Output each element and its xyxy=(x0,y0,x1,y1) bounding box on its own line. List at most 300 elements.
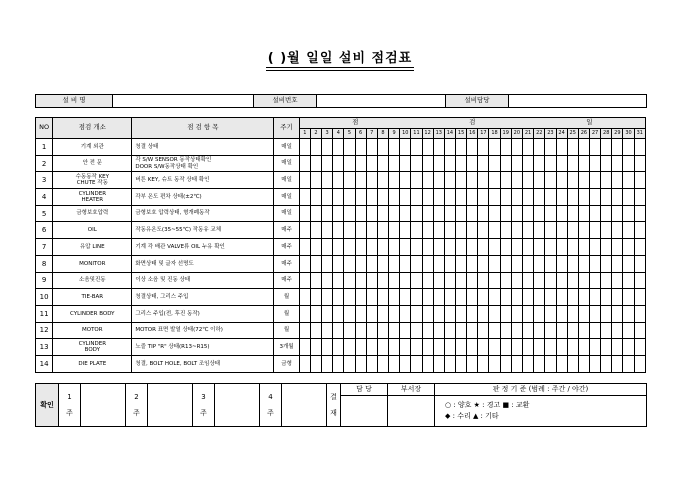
check-cell-day-8[interactable] xyxy=(377,155,388,172)
check-cell-day-20[interactable] xyxy=(511,255,522,272)
check-cell-day-16[interactable] xyxy=(467,339,478,356)
check-cell-day-20[interactable] xyxy=(511,172,522,189)
check-cell-day-9[interactable] xyxy=(389,305,400,322)
check-cell-day-14[interactable] xyxy=(444,239,455,256)
check-cell-day-4[interactable] xyxy=(333,139,344,156)
check-cell-day-2[interactable] xyxy=(310,239,321,256)
check-cell-day-24[interactable] xyxy=(556,222,567,239)
check-cell-day-6[interactable] xyxy=(355,355,366,372)
check-cell-day-17[interactable] xyxy=(478,139,489,156)
check-cell-day-27[interactable] xyxy=(589,189,600,206)
check-cell-day-25[interactable] xyxy=(567,289,578,306)
check-cell-day-5[interactable] xyxy=(344,222,355,239)
check-cell-day-4[interactable] xyxy=(333,189,344,206)
check-cell-day-29[interactable] xyxy=(612,322,623,339)
check-cell-day-25[interactable] xyxy=(567,339,578,356)
check-cell-day-9[interactable] xyxy=(389,239,400,256)
check-cell-day-1[interactable] xyxy=(299,205,310,222)
check-cell-day-7[interactable] xyxy=(366,222,377,239)
check-cell-day-23[interactable] xyxy=(545,339,556,356)
check-cell-day-23[interactable] xyxy=(545,322,556,339)
check-cell-day-18[interactable] xyxy=(489,172,500,189)
check-cell-day-1[interactable] xyxy=(299,255,310,272)
check-cell-day-13[interactable] xyxy=(433,339,444,356)
check-cell-day-27[interactable] xyxy=(589,205,600,222)
check-cell-day-25[interactable] xyxy=(567,305,578,322)
check-cell-day-3[interactable] xyxy=(322,289,333,306)
check-cell-day-12[interactable] xyxy=(422,205,433,222)
check-cell-day-21[interactable] xyxy=(522,139,533,156)
check-cell-day-15[interactable] xyxy=(456,255,467,272)
check-cell-day-9[interactable] xyxy=(389,289,400,306)
check-cell-day-19[interactable] xyxy=(500,355,511,372)
check-cell-day-26[interactable] xyxy=(578,289,589,306)
check-cell-day-10[interactable] xyxy=(400,322,411,339)
check-cell-day-21[interactable] xyxy=(522,189,533,206)
check-cell-day-13[interactable] xyxy=(433,272,444,289)
check-cell-day-12[interactable] xyxy=(422,172,433,189)
check-cell-day-30[interactable] xyxy=(623,322,634,339)
check-cell-day-16[interactable] xyxy=(467,155,478,172)
check-cell-day-9[interactable] xyxy=(389,339,400,356)
check-cell-day-22[interactable] xyxy=(534,255,545,272)
check-cell-day-25[interactable] xyxy=(567,139,578,156)
check-cell-day-19[interactable] xyxy=(500,322,511,339)
check-cell-day-12[interactable] xyxy=(422,255,433,272)
check-cell-day-4[interactable] xyxy=(333,305,344,322)
check-cell-day-26[interactable] xyxy=(578,272,589,289)
check-cell-day-7[interactable] xyxy=(366,322,377,339)
check-cell-day-2[interactable] xyxy=(310,222,321,239)
check-cell-day-6[interactable] xyxy=(355,172,366,189)
check-cell-day-18[interactable] xyxy=(489,355,500,372)
check-cell-day-11[interactable] xyxy=(411,155,422,172)
week-4-signature[interactable] xyxy=(282,384,327,427)
check-cell-day-1[interactable] xyxy=(299,155,310,172)
check-cell-day-27[interactable] xyxy=(589,172,600,189)
check-cell-day-10[interactable] xyxy=(400,239,411,256)
check-cell-day-31[interactable] xyxy=(634,255,645,272)
check-cell-day-12[interactable] xyxy=(422,289,433,306)
check-cell-day-13[interactable] xyxy=(433,189,444,206)
check-cell-day-7[interactable] xyxy=(366,339,377,356)
check-cell-day-12[interactable] xyxy=(422,322,433,339)
check-cell-day-25[interactable] xyxy=(567,322,578,339)
check-cell-day-5[interactable] xyxy=(344,139,355,156)
check-cell-day-13[interactable] xyxy=(433,289,444,306)
check-cell-day-14[interactable] xyxy=(444,205,455,222)
check-cell-day-7[interactable] xyxy=(366,205,377,222)
check-cell-day-12[interactable] xyxy=(422,272,433,289)
check-cell-day-26[interactable] xyxy=(578,139,589,156)
check-cell-day-7[interactable] xyxy=(366,155,377,172)
check-cell-day-17[interactable] xyxy=(478,272,489,289)
check-cell-day-21[interactable] xyxy=(522,239,533,256)
check-cell-day-23[interactable] xyxy=(545,289,556,306)
check-cell-day-10[interactable] xyxy=(400,305,411,322)
check-cell-day-28[interactable] xyxy=(601,239,612,256)
check-cell-day-9[interactable] xyxy=(389,322,400,339)
check-cell-day-16[interactable] xyxy=(467,305,478,322)
week-2-signature[interactable] xyxy=(148,384,193,427)
check-cell-day-22[interactable] xyxy=(534,172,545,189)
check-cell-day-23[interactable] xyxy=(545,239,556,256)
check-cell-day-18[interactable] xyxy=(489,155,500,172)
check-cell-day-18[interactable] xyxy=(489,289,500,306)
check-cell-day-4[interactable] xyxy=(333,172,344,189)
check-cell-day-5[interactable] xyxy=(344,172,355,189)
check-cell-day-6[interactable] xyxy=(355,322,366,339)
check-cell-day-21[interactable] xyxy=(522,272,533,289)
check-cell-day-26[interactable] xyxy=(578,322,589,339)
check-cell-day-28[interactable] xyxy=(601,305,612,322)
check-cell-day-11[interactable] xyxy=(411,322,422,339)
check-cell-day-10[interactable] xyxy=(400,139,411,156)
check-cell-day-4[interactable] xyxy=(333,239,344,256)
check-cell-day-11[interactable] xyxy=(411,239,422,256)
check-cell-day-9[interactable] xyxy=(389,189,400,206)
check-cell-day-16[interactable] xyxy=(467,255,478,272)
check-cell-day-17[interactable] xyxy=(478,222,489,239)
check-cell-day-8[interactable] xyxy=(377,322,388,339)
check-cell-day-2[interactable] xyxy=(310,339,321,356)
check-cell-day-25[interactable] xyxy=(567,222,578,239)
check-cell-day-2[interactable] xyxy=(310,205,321,222)
check-cell-day-24[interactable] xyxy=(556,272,567,289)
check-cell-day-17[interactable] xyxy=(478,355,489,372)
check-cell-day-9[interactable] xyxy=(389,222,400,239)
check-cell-day-5[interactable] xyxy=(344,339,355,356)
check-cell-day-10[interactable] xyxy=(400,355,411,372)
check-cell-day-31[interactable] xyxy=(634,139,645,156)
check-cell-day-1[interactable] xyxy=(299,289,310,306)
check-cell-day-5[interactable] xyxy=(344,189,355,206)
check-cell-day-18[interactable] xyxy=(489,272,500,289)
check-cell-day-5[interactable] xyxy=(344,289,355,306)
check-cell-day-18[interactable] xyxy=(489,139,500,156)
check-cell-day-29[interactable] xyxy=(612,239,623,256)
check-cell-day-3[interactable] xyxy=(322,272,333,289)
check-cell-day-11[interactable] xyxy=(411,189,422,206)
check-cell-day-17[interactable] xyxy=(478,205,489,222)
check-cell-day-16[interactable] xyxy=(467,272,478,289)
check-cell-day-27[interactable] xyxy=(589,322,600,339)
check-cell-day-28[interactable] xyxy=(601,222,612,239)
check-cell-day-25[interactable] xyxy=(567,272,578,289)
check-cell-day-4[interactable] xyxy=(333,205,344,222)
check-cell-day-14[interactable] xyxy=(444,272,455,289)
check-cell-day-21[interactable] xyxy=(522,172,533,189)
check-cell-day-27[interactable] xyxy=(589,155,600,172)
check-cell-day-28[interactable] xyxy=(601,289,612,306)
check-cell-day-13[interactable] xyxy=(433,322,444,339)
check-cell-day-28[interactable] xyxy=(601,189,612,206)
check-cell-day-28[interactable] xyxy=(601,139,612,156)
check-cell-day-6[interactable] xyxy=(355,189,366,206)
check-cell-day-4[interactable] xyxy=(333,355,344,372)
check-cell-day-17[interactable] xyxy=(478,305,489,322)
check-cell-day-4[interactable] xyxy=(333,272,344,289)
check-cell-day-15[interactable] xyxy=(456,155,467,172)
check-cell-day-26[interactable] xyxy=(578,189,589,206)
check-cell-day-19[interactable] xyxy=(500,189,511,206)
check-cell-day-19[interactable] xyxy=(500,222,511,239)
check-cell-day-29[interactable] xyxy=(612,305,623,322)
check-cell-day-6[interactable] xyxy=(355,155,366,172)
check-cell-day-26[interactable] xyxy=(578,339,589,356)
check-cell-day-18[interactable] xyxy=(489,255,500,272)
check-cell-day-21[interactable] xyxy=(522,355,533,372)
check-cell-day-10[interactable] xyxy=(400,189,411,206)
check-cell-day-26[interactable] xyxy=(578,239,589,256)
check-cell-day-25[interactable] xyxy=(567,239,578,256)
equipment-manager-field[interactable] xyxy=(509,95,647,108)
check-cell-day-3[interactable] xyxy=(322,205,333,222)
check-cell-day-30[interactable] xyxy=(623,155,634,172)
check-cell-day-9[interactable] xyxy=(389,172,400,189)
check-cell-day-3[interactable] xyxy=(322,305,333,322)
check-cell-day-8[interactable] xyxy=(377,172,388,189)
check-cell-day-31[interactable] xyxy=(634,322,645,339)
check-cell-day-20[interactable] xyxy=(511,272,522,289)
check-cell-day-14[interactable] xyxy=(444,322,455,339)
check-cell-day-11[interactable] xyxy=(411,172,422,189)
check-cell-day-12[interactable] xyxy=(422,239,433,256)
check-cell-day-21[interactable] xyxy=(522,255,533,272)
check-cell-day-30[interactable] xyxy=(623,172,634,189)
check-cell-day-24[interactable] xyxy=(556,355,567,372)
check-cell-day-14[interactable] xyxy=(444,289,455,306)
check-cell-day-23[interactable] xyxy=(545,305,556,322)
check-cell-day-22[interactable] xyxy=(534,222,545,239)
check-cell-day-1[interactable] xyxy=(299,339,310,356)
check-cell-day-22[interactable] xyxy=(534,355,545,372)
equipment-name-field[interactable] xyxy=(113,95,254,108)
check-cell-day-7[interactable] xyxy=(366,139,377,156)
check-cell-day-16[interactable] xyxy=(467,205,478,222)
check-cell-day-6[interactable] xyxy=(355,205,366,222)
check-cell-day-11[interactable] xyxy=(411,205,422,222)
check-cell-day-16[interactable] xyxy=(467,189,478,206)
check-cell-day-20[interactable] xyxy=(511,155,522,172)
check-cell-day-15[interactable] xyxy=(456,205,467,222)
check-cell-day-19[interactable] xyxy=(500,155,511,172)
check-cell-day-8[interactable] xyxy=(377,355,388,372)
check-cell-day-23[interactable] xyxy=(545,139,556,156)
check-cell-day-3[interactable] xyxy=(322,189,333,206)
check-cell-day-13[interactable] xyxy=(433,305,444,322)
check-cell-day-15[interactable] xyxy=(456,189,467,206)
check-cell-day-27[interactable] xyxy=(589,139,600,156)
check-cell-day-19[interactable] xyxy=(500,255,511,272)
week-1-signature[interactable] xyxy=(81,384,126,427)
check-cell-day-8[interactable] xyxy=(377,189,388,206)
check-cell-day-8[interactable] xyxy=(377,139,388,156)
check-cell-day-15[interactable] xyxy=(456,355,467,372)
check-cell-day-24[interactable] xyxy=(556,189,567,206)
check-cell-day-25[interactable] xyxy=(567,355,578,372)
check-cell-day-9[interactable] xyxy=(389,255,400,272)
check-cell-day-9[interactable] xyxy=(389,139,400,156)
check-cell-day-3[interactable] xyxy=(322,339,333,356)
check-cell-day-28[interactable] xyxy=(601,255,612,272)
check-cell-day-22[interactable] xyxy=(534,155,545,172)
check-cell-day-21[interactable] xyxy=(522,205,533,222)
check-cell-day-2[interactable] xyxy=(310,305,321,322)
check-cell-day-2[interactable] xyxy=(310,139,321,156)
check-cell-day-30[interactable] xyxy=(623,139,634,156)
check-cell-day-17[interactable] xyxy=(478,289,489,306)
check-cell-day-14[interactable] xyxy=(444,255,455,272)
check-cell-day-3[interactable] xyxy=(322,355,333,372)
check-cell-day-7[interactable] xyxy=(366,272,377,289)
check-cell-day-17[interactable] xyxy=(478,239,489,256)
check-cell-day-12[interactable] xyxy=(422,139,433,156)
check-cell-day-30[interactable] xyxy=(623,255,634,272)
check-cell-day-16[interactable] xyxy=(467,289,478,306)
check-cell-day-28[interactable] xyxy=(601,272,612,289)
check-cell-day-5[interactable] xyxy=(344,239,355,256)
check-cell-day-31[interactable] xyxy=(634,239,645,256)
check-cell-day-21[interactable] xyxy=(522,222,533,239)
check-cell-day-21[interactable] xyxy=(522,339,533,356)
check-cell-day-10[interactable] xyxy=(400,205,411,222)
check-cell-day-30[interactable] xyxy=(623,189,634,206)
check-cell-day-13[interactable] xyxy=(433,255,444,272)
check-cell-day-29[interactable] xyxy=(612,289,623,306)
check-cell-day-18[interactable] xyxy=(489,222,500,239)
check-cell-day-7[interactable] xyxy=(366,305,377,322)
check-cell-day-24[interactable] xyxy=(556,172,567,189)
check-cell-day-26[interactable] xyxy=(578,255,589,272)
check-cell-day-30[interactable] xyxy=(623,205,634,222)
check-cell-day-20[interactable] xyxy=(511,205,522,222)
check-cell-day-30[interactable] xyxy=(623,222,634,239)
check-cell-day-27[interactable] xyxy=(589,239,600,256)
check-cell-day-2[interactable] xyxy=(310,189,321,206)
check-cell-day-18[interactable] xyxy=(489,205,500,222)
check-cell-day-2[interactable] xyxy=(310,289,321,306)
check-cell-day-9[interactable] xyxy=(389,272,400,289)
check-cell-day-13[interactable] xyxy=(433,355,444,372)
check-cell-day-23[interactable] xyxy=(545,205,556,222)
check-cell-day-4[interactable] xyxy=(333,289,344,306)
check-cell-day-12[interactable] xyxy=(422,222,433,239)
check-cell-day-20[interactable] xyxy=(511,305,522,322)
check-cell-day-25[interactable] xyxy=(567,255,578,272)
check-cell-day-28[interactable] xyxy=(601,155,612,172)
check-cell-day-19[interactable] xyxy=(500,139,511,156)
check-cell-day-11[interactable] xyxy=(411,355,422,372)
check-cell-day-20[interactable] xyxy=(511,355,522,372)
check-cell-day-16[interactable] xyxy=(467,139,478,156)
check-cell-day-18[interactable] xyxy=(489,239,500,256)
check-cell-day-27[interactable] xyxy=(589,339,600,356)
check-cell-day-11[interactable] xyxy=(411,289,422,306)
check-cell-day-17[interactable] xyxy=(478,172,489,189)
check-cell-day-21[interactable] xyxy=(522,289,533,306)
check-cell-day-14[interactable] xyxy=(444,139,455,156)
check-cell-day-13[interactable] xyxy=(433,239,444,256)
check-cell-day-8[interactable] xyxy=(377,205,388,222)
check-cell-day-6[interactable] xyxy=(355,239,366,256)
check-cell-day-23[interactable] xyxy=(545,222,556,239)
check-cell-day-4[interactable] xyxy=(333,155,344,172)
check-cell-day-15[interactable] xyxy=(456,139,467,156)
check-cell-day-1[interactable] xyxy=(299,139,310,156)
check-cell-day-21[interactable] xyxy=(522,322,533,339)
check-cell-day-15[interactable] xyxy=(456,172,467,189)
check-cell-day-15[interactable] xyxy=(456,305,467,322)
check-cell-day-16[interactable] xyxy=(467,239,478,256)
check-cell-day-18[interactable] xyxy=(489,339,500,356)
check-cell-day-1[interactable] xyxy=(299,222,310,239)
check-cell-day-3[interactable] xyxy=(322,239,333,256)
check-cell-day-1[interactable] xyxy=(299,272,310,289)
check-cell-day-23[interactable] xyxy=(545,155,556,172)
check-cell-day-15[interactable] xyxy=(456,322,467,339)
check-cell-day-7[interactable] xyxy=(366,172,377,189)
check-cell-day-22[interactable] xyxy=(534,239,545,256)
check-cell-day-21[interactable] xyxy=(522,305,533,322)
check-cell-day-19[interactable] xyxy=(500,205,511,222)
check-cell-day-31[interactable] xyxy=(634,355,645,372)
check-cell-day-14[interactable] xyxy=(444,355,455,372)
check-cell-day-17[interactable] xyxy=(478,155,489,172)
check-cell-day-11[interactable] xyxy=(411,139,422,156)
check-cell-day-18[interactable] xyxy=(489,322,500,339)
check-cell-day-3[interactable] xyxy=(322,255,333,272)
check-cell-day-24[interactable] xyxy=(556,305,567,322)
check-cell-day-31[interactable] xyxy=(634,339,645,356)
check-cell-day-16[interactable] xyxy=(467,172,478,189)
check-cell-day-22[interactable] xyxy=(534,339,545,356)
check-cell-day-5[interactable] xyxy=(344,355,355,372)
check-cell-day-14[interactable] xyxy=(444,189,455,206)
check-cell-day-19[interactable] xyxy=(500,239,511,256)
check-cell-day-16[interactable] xyxy=(467,355,478,372)
check-cell-day-3[interactable] xyxy=(322,139,333,156)
check-cell-day-7[interactable] xyxy=(366,189,377,206)
check-cell-day-17[interactable] xyxy=(478,322,489,339)
check-cell-day-4[interactable] xyxy=(333,322,344,339)
check-cell-day-15[interactable] xyxy=(456,289,467,306)
check-cell-day-31[interactable] xyxy=(634,205,645,222)
check-cell-day-17[interactable] xyxy=(478,339,489,356)
check-cell-day-29[interactable] xyxy=(612,255,623,272)
check-cell-day-6[interactable] xyxy=(355,289,366,306)
check-cell-day-10[interactable] xyxy=(400,339,411,356)
check-cell-day-20[interactable] xyxy=(511,322,522,339)
check-cell-day-31[interactable] xyxy=(634,172,645,189)
section-head-signature[interactable] xyxy=(388,396,435,427)
check-cell-day-15[interactable] xyxy=(456,239,467,256)
check-cell-day-24[interactable] xyxy=(556,255,567,272)
check-cell-day-29[interactable] xyxy=(612,355,623,372)
check-cell-day-4[interactable] xyxy=(333,255,344,272)
check-cell-day-2[interactable] xyxy=(310,172,321,189)
check-cell-day-24[interactable] xyxy=(556,139,567,156)
check-cell-day-5[interactable] xyxy=(344,305,355,322)
check-cell-day-2[interactable] xyxy=(310,272,321,289)
check-cell-day-3[interactable] xyxy=(322,155,333,172)
check-cell-day-8[interactable] xyxy=(377,289,388,306)
check-cell-day-27[interactable] xyxy=(589,222,600,239)
check-cell-day-20[interactable] xyxy=(511,139,522,156)
check-cell-day-10[interactable] xyxy=(400,289,411,306)
check-cell-day-30[interactable] xyxy=(623,355,634,372)
check-cell-day-4[interactable] xyxy=(333,339,344,356)
